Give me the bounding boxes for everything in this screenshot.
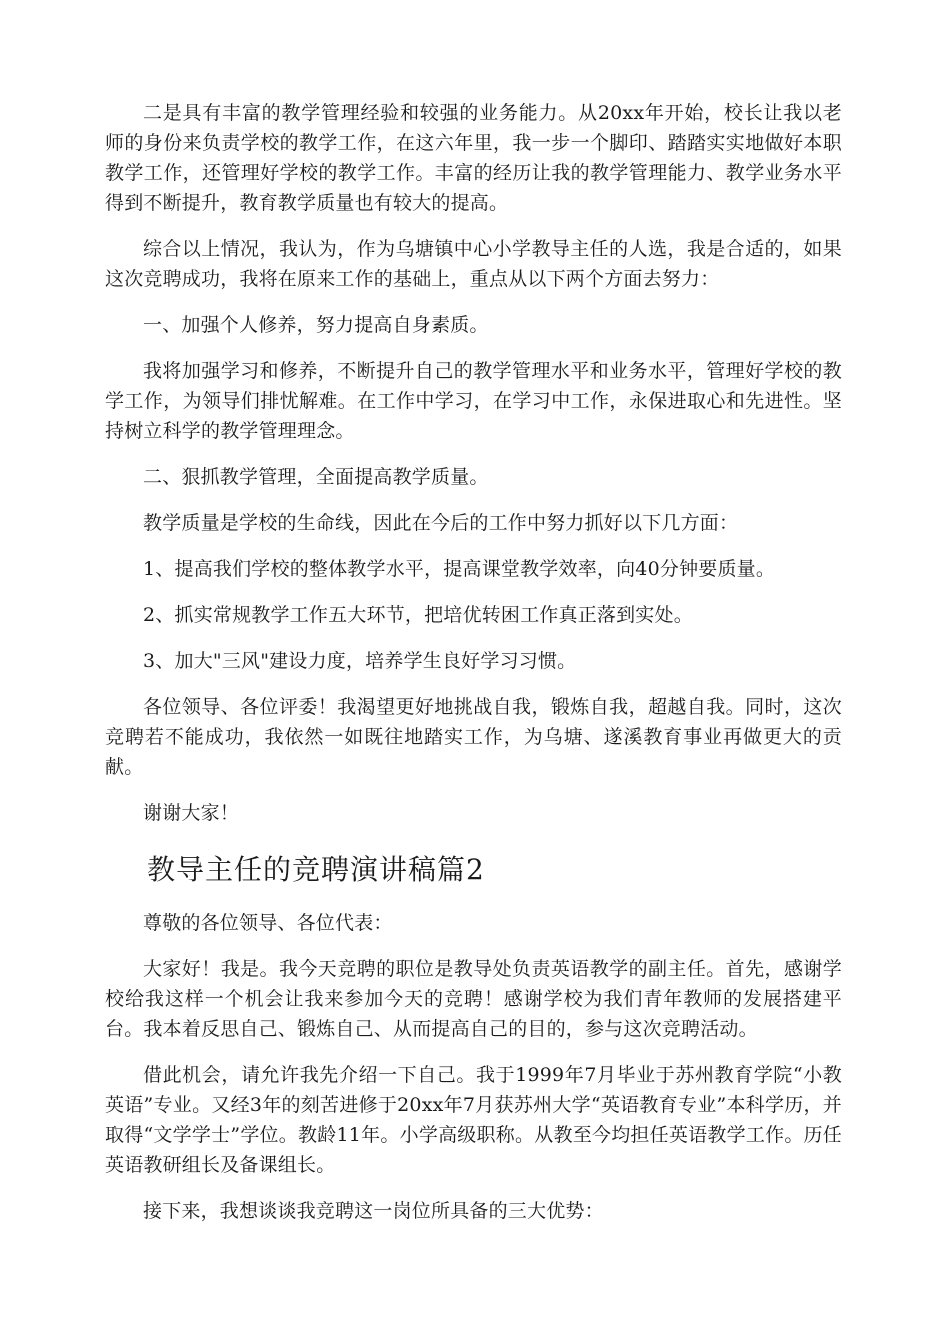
paragraph: 各位领导、各位评委！我渴望更好地挑战自我，锻炼自我，超越自我。同时，这次竞聘若不能成功，我依然一如既往地踏实工作，为乌塘、遂溪教育事业再做更大的贡献。 [105, 696, 842, 778]
closing-line: 谢谢大家！ [143, 802, 240, 824]
list-heading: 二、狠抓教学管理，全面提高教学质量。 [143, 466, 489, 488]
section-heading: 教导主任的竞聘演讲稿篇2 [147, 853, 485, 886]
paragraph: 教学质量是学校的生命线，因此在今后的工作中努力抓好以下几方面： [143, 512, 739, 534]
paragraph: 借此机会，请允许我先介绍一下自己。我于1999年7月毕业于苏州教育学院“小教英语”专业。又经3年的刻苦进修于20xx年7月获苏州大学“英语教育专业”本科学历，并取得“文学学士”学位。教龄11年。小学高级职称。从教至今均担任英语教学工作。历任英语教研组长及备课组长。 [105, 1064, 842, 1176]
paragraph: 综合以上情况，我认为，作为乌塘镇中心小学教导主任的人选，我是合适的，如果这次竞聘成功，我将在原来工作的基础上，重点从以下两个方面去努力： [105, 238, 842, 290]
paragraph: 接下来，我想谈谈我竞聘这一岗位所具备的三大优势： [143, 1200, 604, 1222]
paragraph: 我将加强学习和修养，不断提升自己的教学管理水平和业务水平，管理好学校的教学工作，为领导们排忧解难。在工作中学习，在学习中工作，永保进取心和先进性。坚持树立科学的教学管理理念。 [105, 360, 842, 442]
list-item: 1、提高我们学校的整体教学水平，提高课堂教学效率，向40分钟要质量。 [143, 558, 776, 580]
paragraph: 大家好！我是。我今天竞聘的职位是教导处负责英语教学的副主任。首先，感谢学校给我这样一个机会让我来参加今天的竞聘！感谢学校为我们青年教师的发展搭建平台。我本着反思自己、锻炼自己、从而提高自己的目的，参与这次竞聘活动。 [105, 958, 842, 1040]
list-item: 3、加大"三风"建设力度，培养学生良好学习习惯。 [143, 650, 577, 672]
list-item: 2、抓实常规教学工作五大环节，把培优转困工作真正落到实处。 [143, 604, 693, 626]
salutation: 尊敬的各位领导、各位代表： [143, 912, 393, 934]
paragraph: 二是具有丰富的教学管理经验和较强的业务能力。从20xx年开始，校长让我以老师的身份来负责学校的教学工作，在这六年里，我一步一个脚印、踏踏实实地做好本职教学工作，还管理好学校的教学工作。丰富的经历让我的教学管理能力、教学业务水平得到不断提升，教育教学质量也有较大的提高。 [105, 102, 842, 214]
list-heading: 一、加强个人修养，努力提高自身素质。 [143, 314, 489, 336]
